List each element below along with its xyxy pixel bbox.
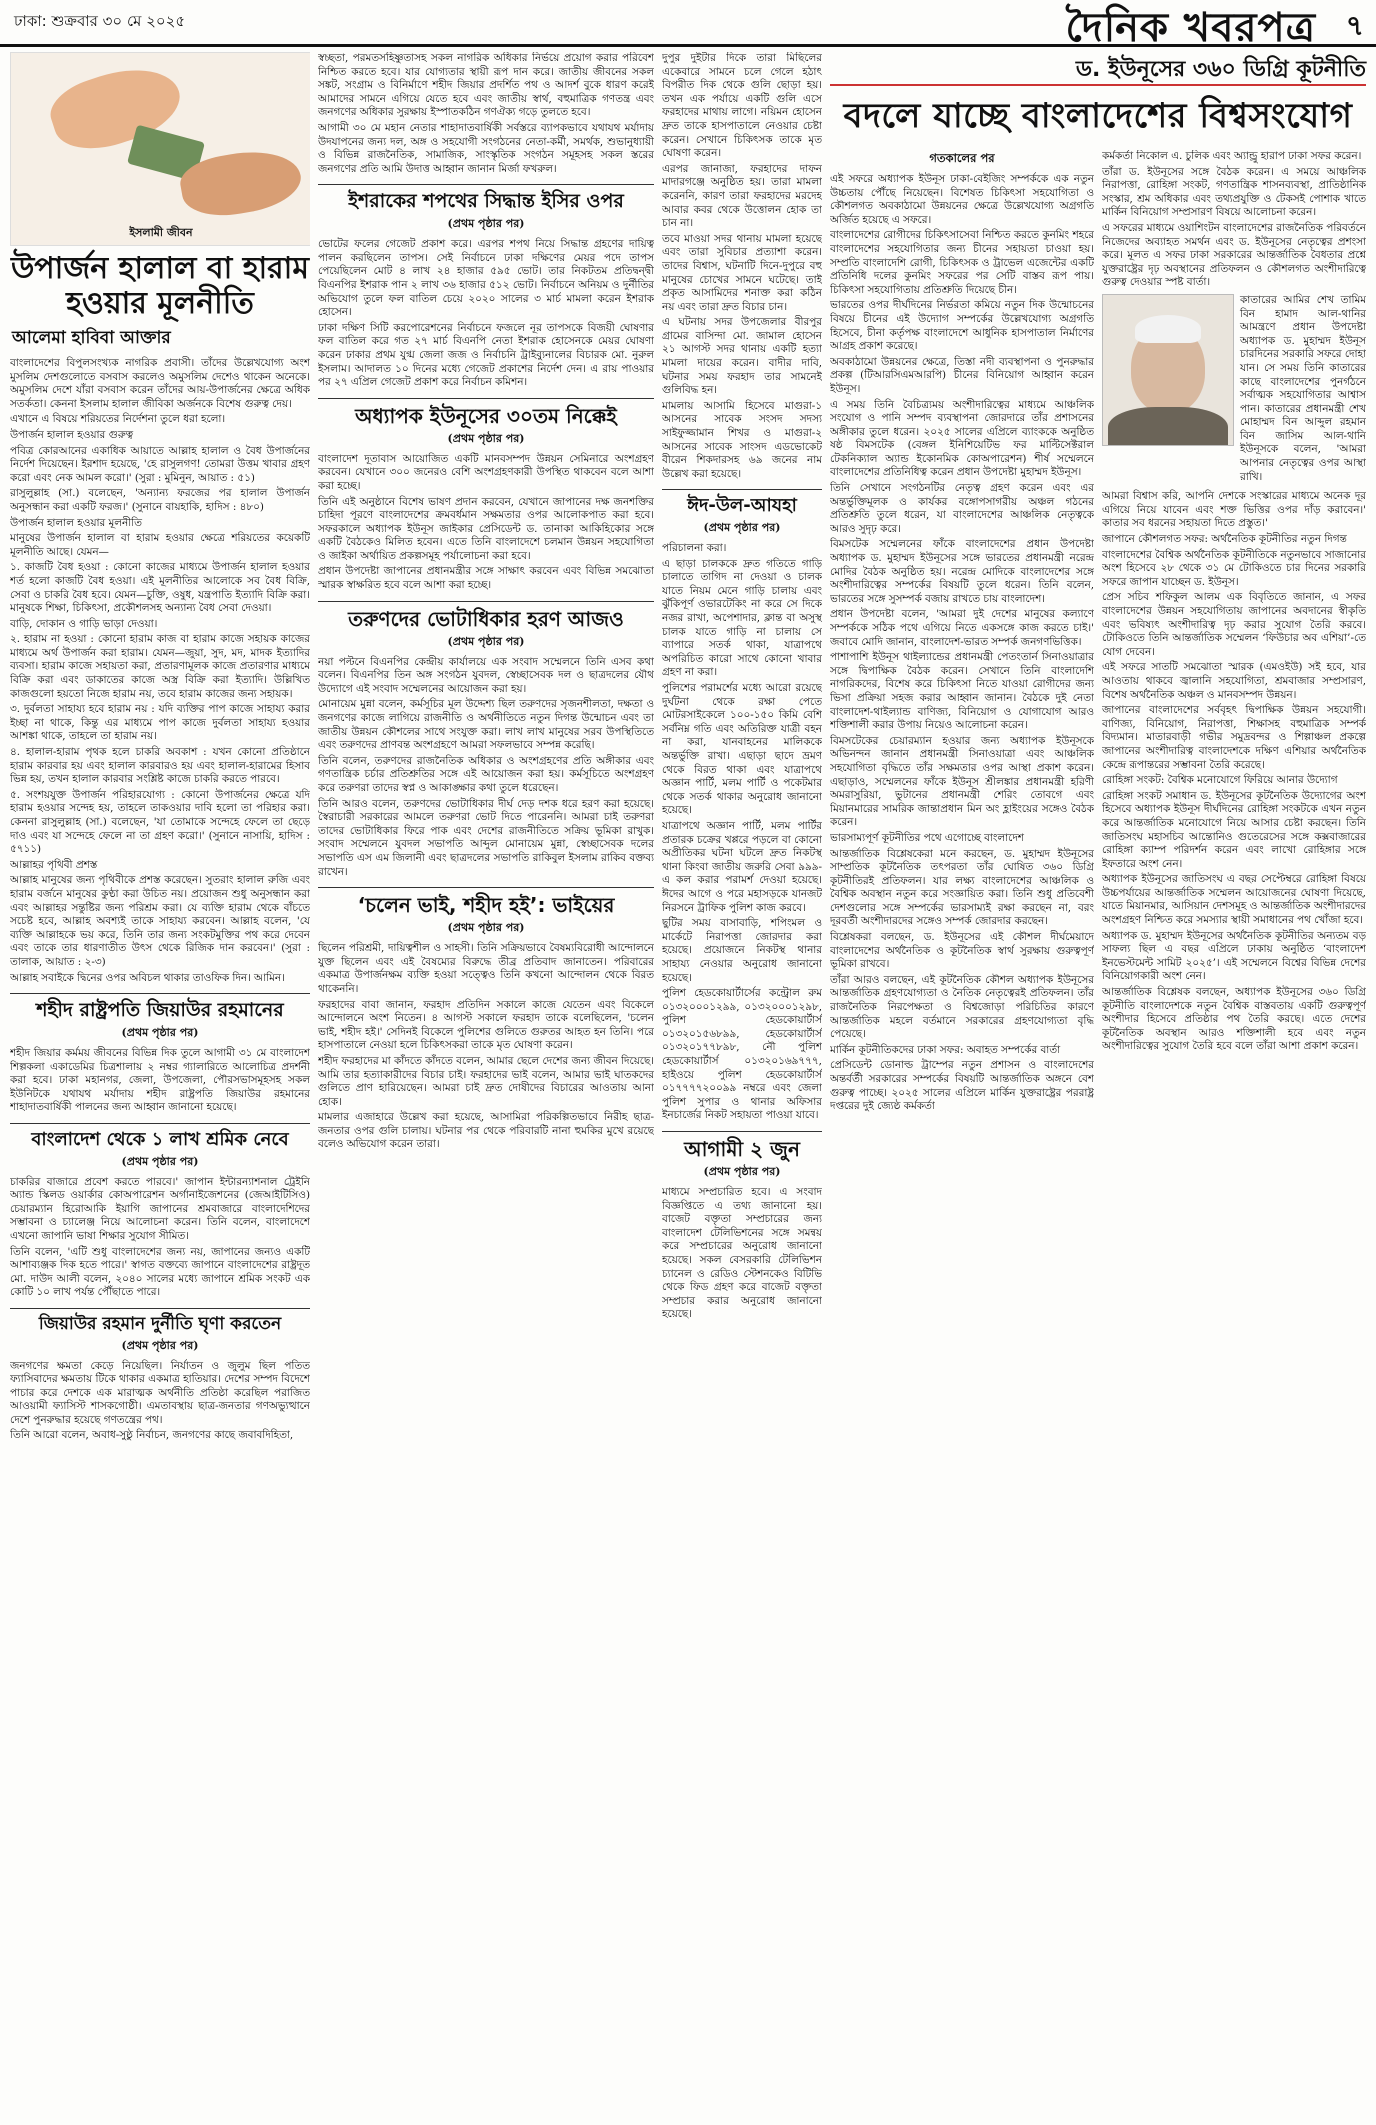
paragraph: তিনি বলেন, 'এটি শুধু বাংলাদেশের জন্য নয়, জাপানের জন্যও একটি আশাব্যঞ্জক দিক হতে পারে।' স্বাগত বক্তব্যে জাপানে বাংলাদেশের রাষ্ট্রদূত মো. দাউদ আলী বলেন, ২০৪০ সালের মধ্যে জাপানে শ্রমিক সংকট এক কোটি ১০ লাখ পর্যন্ত পৌঁছাতে পারে। <box>10 1245 310 1299</box>
story-subline: (প্রথম পৃষ্ঠার পর) <box>121 1338 199 1352</box>
paragraph: আন্তর্জাতিক বিশ্লেষকেরা মনে করছেন, ড. মুহাম্মদ ইউনূসের সাম্প্রতিক কূটনৈতিক তৎপরতা তাঁর ঘোষিত ৩৬০ ডিগ্রি কূটনীতিরই প্রতিফলন। যার লক্ষ্য বাংলাদেশের আঞ্চলিক ও বৈশ্বিক অবস্থান নতুন করে সংজ্ঞায়িত করা। তিনি শুধু প্রতিবেশী দেশগুলোর সঙ্গে সম্পর্কের ভারসাম্যই রক্ষা করছেন না, বরং দূরবর্তী অংশীদারদের সঙ্গেও সম্পর্ক জোরদার করছেন। <box>830 847 1094 928</box>
story-headline: ইশরাকের শপথের সিদ্ধান্ত ইসির ওপর <box>348 190 624 213</box>
paragraph: ৩. দুর্বলতা সাহায্য হবে হারাম নয় : যদি ব্যক্তির পাপ কাজে সাহায্য করার ইচ্ছা না থাকে, কিন্তু এর মাধ্যমে পাপ কাজে দুর্বলতা সাহায্য হওয়ার আশঙ্কা থাকে, তাহলে তা হারাম নয়। <box>10 703 310 743</box>
divider <box>318 601 654 602</box>
paragraph: অবকাঠামো উন্নয়নের ক্ষেত্রে, তিস্তা নদী ব্যবস্থাপনা ও পুনরুদ্ধার প্রকল্প (টিআরসিএমআরপি) চীনের বিনিয়োগ আহ্বান করেন ইউনূস। <box>830 355 1094 395</box>
paragraph: ঢাকা দক্ষিণ সিটি করপোরেশনের নির্বাচনে ফজলে নূর তাপসকে বিজয়ী ঘোষণার ফল বাতিল করে গত ২৭ মার্চ বিএনপি নেতা ইশরাক হোসেনকে মেয়র ঘোষণা করেন ঢাকার প্রথম যুগ্ম জেলা জজ ও নির্বাচনি ট্রাইব্যুনালের বিচারক মো. নুরুল ইসলাম। আদালত ১০ দিনের মধ্যে গেজেট প্রকাশের নির্দেশ দেন। এ রায় পাওয়ার পর ২৭ এপ্রিল গেজেট প্রকাশ করে নির্বাচন কমিশন। <box>318 321 654 389</box>
page-date: ঢাকা: শুক্রবার ৩০ মে ২০২৫ <box>14 12 186 30</box>
paragraph: মার্কিন কূটনীতিকদের ঢাকা সফর: অবাহত সম্পর্কের বার্তা <box>830 1043 1061 1056</box>
paragraph: জাপানে কৌশলগত সফর: অর্থনৈতিক কূটনীতির নতুন দিগন্ত <box>1102 533 1347 546</box>
page-number: ৭ <box>1345 9 1364 42</box>
story-subline: (প্রথম পৃষ্ঠার পর) <box>703 521 781 535</box>
paragraph: চাকরির বাজারে প্রবেশ করতে পারবে।' জাপান ইন্টারন্যাশনাল ট্রেইনি অ্যান্ড স্কিলড ওয়ার্কার কোঅপারেশন অর্গানাইজেশনের (জেআইটিসিও) চেয়ারম্যান হিরোআকি ইয়াগি জাপানের শ্রমবাজারে বাংলাদেশিদের সম্ভাবনা ও চ্যালেঞ্জ নিয়ে আলোচনা করেন। তিনি বলেন, বাংলাদেশে এখনো জাপানি ভাষা শিক্ষার সুযোগ সীমিত। <box>10 1175 310 1242</box>
story-headline: তরুণদের ভোটাধিকার হরণ আজও <box>348 606 624 631</box>
paragraph: এ সফরের মাধ্যমে ওয়াশিংটন বাংলাদেশের রাজনৈতিক পরিবর্তনে নিজেদের অব্যাহত সমর্থন এবং ড. ইউনূসের নেতৃত্বের প্রশংসা করে। মূলত এ সফর ঢাকা সরকারের আন্তর্জাতিক বৈধতার প্রশ্নে যুক্তরাষ্ট্রের দৃঢ় অবস্থানের প্রতিফলন ও কৌশলগত অংশীদারিত্বে গুরুত্ব দেওয়ার স্পষ্ট বার্তা। <box>1102 221 1366 289</box>
story-body <box>318 453 654 593</box>
newspaper-logo: দৈনিক খবরপত্র <box>1065 5 1316 51</box>
story-subline: (প্রথম পৃষ্ঠার পর) <box>447 634 525 648</box>
paragraph: প্রধান উপদেষ্টা জাপানের প্রধানমন্ত্রীর সঙ্গে সাক্ষাৎ করবেন এবং বিভিন্ন সমঝোতা স্মারক স্বাক্ষরিত হবে বলে আশা করা হচ্ছে। <box>318 565 654 592</box>
paragraph: জাপানের বাংলাদেশের সর্ববৃহৎ দ্বিপাক্ষিক উন্নয়ন সহযোগী। বাণিজ্য, বিনিয়োগ, নিরাপত্তা, শিক্ষাসহ বহুমাত্রিক সম্পর্ক বিদ্যমান। মাতারবাড়ী গভীর সমুদ্রবন্দর ও শিল্পাঞ্চল প্রকল্পে জাপানের অংশীদারিত্ব বাংলাদেশকে দক্ষিণ এশিয়ার অর্থনৈতিক কেন্দ্রে রূপান্তরের সম্ভাবনা তৈরি করেছে। <box>1102 704 1366 771</box>
paragraph: বাড়ি, দোকান ও গাড়ি ভাড়া দেওয়া। <box>10 617 158 630</box>
lead-body <box>1102 150 1366 290</box>
paragraph: মামলার এজাহারে উল্লেখ করা হয়েছে, আসামিরা পরিকল্পিতভাবে নিরীহ ছাত্র-জনতার ওপর গুলি চালায়। ঘটনার পর থেকে পরিবারটি নানা হুমকির মুখে রয়েছে বলেও অভিযোগ করেন তারা। <box>318 1111 654 1151</box>
paragraph: আন্তর্জাতিক বিশ্লেষক বলছেন, অধ্যাপক ইউনূসের ৩৬০ ডিগ্রি কূটনীতি বাংলাদেশকে নতুন বৈশ্বিক বাস্তবতায় একটি গুরুত্বপূর্ণ অংশীদার হিসেবে প্রতিষ্ঠার পথ তৈরি করছে। এতে দেশের কূটনৈতিক অবস্থান আরও শক্তিশালী হবে এবং নতুন অংশীদারিত্বের সুযোগ তৈরি হবে বলে তাঁরা আশা প্রকাশ করেন। <box>1102 986 1366 1053</box>
hair-icon <box>1135 315 1201 343</box>
lead-headline: বদলে যাচ্ছে বাংলাদেশের বিশ্বসংযোগ <box>843 96 1353 136</box>
paragraph: মোনায়েম মুন্না বলেন, কর্মসূচির মূল উদ্দেশ্য ছিল তরুণদের সৃজনশীলতা, দক্ষতা ও জনগণের কাজে লাগিয়ে রাজনীতি ও অর্থনীতিতে নতুন দিগন্ত উন্মোচন এবং তা জাতীয় উন্নয়ন কৌশলের সাথে সংযুক্ত করা। লাখ লাখ মানুষের সরব উপস্থিতিতে এবং তরুণদের প্রাণবন্ত অংশগ্রহণে আমরা সফলভাবে সম্পন্ন করেছি। <box>318 698 654 752</box>
paragraph: কর্মকর্তা নিকোল এ. চুলিক এবং অ্যান্ড্রু হারাপ ঢাকা সফর করেন। <box>1102 150 1362 162</box>
paragraph: ৫. সংশয়যুক্ত উপার্জন পরিহারযোগ্য : কোনো উপার্জনের ক্ষেত্রে যদি হারাম হওয়ার সন্দেহ হয়, তাহলে তাকওয়ার দাবি হলো তা পরিহার করা। কেননা রাসুলুল্লাহ (সা.) বলেছেন, 'যা তোমাকে সন্দেহে ফেলে তা ছেড়ে দাও এবং যা সন্দেহে ফেলে না তা গ্রহণ করো।' (সুনানে নাসায়ি, হাদিস : ৫৭১১) <box>10 788 310 856</box>
paragraph: ফরহাদের বাবা জানান, ফরহাদ প্রতিদিন সকালে কাজে যেতেন এবং বিকেলে আন্দোলনে অংশ নিতেন। ৪ আগস্ট সকালে ফরহাদ তাকে বলেছিলেন, 'চলেন ভাই, শহীদ হই।' সেদিনই বিকেলে পুলিশের গুলিতে গুরুতর আহত হন তিনি। পরে হাসপাতালে নেওয়া হলে চিকিৎসকরা তাকে মৃত ঘোষণা করেন। <box>318 998 654 1052</box>
paragraph: ২. হারাম না হওয়া : কোনো হারাম কাজ বা হারাম কাজে সহায়ক কাজের মাধ্যমে অর্থ উপার্জন করা হারাম। যেমন—জুয়া, সুদ, মদ, মাদক ইত্যাদির ব্যবসা। হারাম কাজে সহায়তা করা, প্রতারণামূলক কাজে প্রতারণার মাধ্যমে বিক্রি করা এবং ডাকাতের কাজে অস্ত্র বিক্রি করা ইত্যাদি। উল্লিখিত কাজগুলো হয়তো নিজে হারাম নয়, তবে হারাম কাজের জন্য সহায়ক। <box>10 633 310 700</box>
paragraph: যাত্রাপথে অজ্ঞান পার্টি, মলম পার্টির প্রতারক চক্রের খপ্পরে পড়লে বা কোনো অপ্রীতিকর ঘটনা ঘটলে দ্রুত নিকটস্থ থানা কিংবা জাতীয় জরুরি সেবা ৯৯৯-এ কল করার পরামর্শ দেওয়া হয়েছে। ঈদের আগে ও পরে মহাসড়কে যানজট নিরসনে ট্রাফিক পুলিশ কাজ করবে। <box>662 819 822 914</box>
story-body <box>662 542 822 1123</box>
story-subline: (প্রথম পৃষ্ঠার পর) <box>447 921 525 935</box>
paragraph: জনগণের ক্ষমতা কেড়ে নিয়েছিল। নির্যাতন ও জুলুম ছিল পতিত ফ্যাসিবাদের ক্ষমতায় টিকে থাকার একমাত্র হাতিয়ার। দেশের সম্পদ বিদেশে পাচার করে দেশকে এক মারাত্মক অর্থনীতি প্রতিষ্ঠা করেছিল পরাজিত আওয়ামী ফ্যাসিস্ট শাসকগোষ্ঠী। এমতাবস্থায় ছাত্র-জনতার গণঅভ্যুত্থানে দেশে পুনরুদ্ধার হয়েছে গণতন্ত্রের পথ। <box>10 1359 310 1426</box>
paragraph: আল্লাহ মানুষের জন্য পৃথিবীকে প্রশস্ত করেছেন। সুতরাং হালাল রুজি এবং হারাম বর্জনে মানুষের কুণ্ঠা করা উচিত নয়। প্রয়োজন শুধু অনুসন্ধান করা এবং আল্লাহর সন্তুষ্টির জন্য পরিশ্রম করা। যে ব্যক্তি হারাম থেকে বাঁচতে সচেষ্ট হবে, আল্লাহ অবশ্যই তাকে সাহায্য করবেন। আল্লাহ বলেন, 'যে ব্যক্তি আল্লাহকে ভয় করে, তিনি তার জন্য সংকটমুক্তির পথ করে দেবেন এবং তাকে তার ধারণাতীত উৎস থেকে রিজিক দান করবেন।' (সুরা : তালাক, আয়াত : ২-৩) <box>10 874 310 968</box>
story-body <box>662 1186 822 1322</box>
paragraph: পাশাপাশি ইউনূস থাইল্যান্ডের প্রধানমন্ত্রী পেতংতার্ন সিনাওয়াত্রার সঙ্গে দ্বিপাক্ষিক বৈঠক করেন। সেখানে তিনি বাংলাদেশি নাগরিকদের, বিশেষ করে চিকিৎসা নিতে যাওয়া রোগীদের জন্য ভিসা প্রক্রিয়া সহজ করার আহ্বান জানান। বৈঠকে দুই নেতা বাংলাদেশ-থাইল্যান্ড বাণিজ্য, বিনিয়োগ ও যোগাযোগ আরও শক্তিশালী করার উপায় নিয়েও আলোচনা করেন। <box>830 651 1094 732</box>
paragraph: বাংলাদেশের রোগীদের চিকিৎসাসেবা নিশ্চিত করতে কুনমিং শহরে বাংলাদেশের সহযোগিতার জন্য চীনের সহায়তা চাওয়া হয়। সম্প্রতি বাংলাদেশি রোগী, চিকিৎসক ও ট্রাভেল এজেন্টের একটি প্রতিনিধি দলের কুনমিং সফরের পর সেটি বাস্তব রূপ পায়। চিকিৎসা সহযোগিতায় প্রতিশ্রুতি দিয়েছে চীন। <box>830 229 1094 296</box>
paragraph: উপার্জন হালাল হওয়ার গুরুত্ব <box>10 428 134 441</box>
story-body <box>318 52 654 176</box>
divider <box>318 887 654 888</box>
lead-body <box>830 173 1094 1114</box>
paragraph: এখানে এ বিষয়ে শরিয়তের নির্দেশনা তুলে ধরা হলো। <box>10 413 226 426</box>
paragraph: এ ঘটনায় সদর উপজেলার বীরপুর গ্রামের বাসিন্দা মো. জামাল হোসেন ২১ আগস্ট সদর থানায় একটি হত্যা মামলা দায়ের করেন। বাদীর দাবি, ঘটনার সময় ফরহাদ তার সামনেই গুলিবিদ্ধ হন। <box>662 316 822 397</box>
paragraph: বিমসটেকের চেয়ারম্যান হওয়ার জন্য অধ্যাপক ইউনূসকে অভিনন্দন জানান প্রধানমন্ত্রী সিনাওয়াত্রা এবং আঞ্চলিক সহযোগিতা বৃদ্ধিতে তাঁর সক্ষমতার ওপর আস্থা প্রকাশ করেন। এছাড়াও, সম্মেলনের ফাঁকে ইউনূস শ্রীলঙ্কার প্রধানমন্ত্রী হরিণী অমরাসুরিয়া, ভুটানের প্রধানমন্ত্রী শেরিং তোবগে এবং মিয়ানমারের সামরিক জান্তাপ্রধান মিন অং হ্লাইংয়ের সঙ্গেও বৈঠক করেন। <box>830 734 1094 829</box>
illustration-caption: ইসলামী জীবন <box>129 226 193 239</box>
divider <box>662 1131 822 1132</box>
paragraph: ভারতের ওপর দীর্ঘদিনের নির্ভরতা কমিয়ে নতুন দিক উন্মোচনের বিষয়ে চীনের এই উদ্যোগ সম্পর্কের উল্লেখযোগ্য অগ্রগতি হিসেবে, চীনা কর্তৃপক্ষ বাংলাদেশে আধুনিক হাসপাতাল নির্মাণের আগ্রহ প্রকাশ করেছে। <box>830 299 1094 353</box>
paragraph: প্রেসিডেন্ট ডোনাল্ড ট্রাম্পের নতুন প্রশাসন ও বাংলাদেশের অন্তর্বর্তী সরকারের সম্পর্কের বিষয়টি আন্তর্জাতিক অঙ্গনে বেশ গুরুত্ব পাচ্ছে। ২০২৫ সালের এপ্রিলে মার্কিন যুক্তরাষ্ট্রের পররাষ্ট্র দপ্তরের দুই জ্যেষ্ঠ কর্মকর্তা <box>830 1059 1094 1113</box>
photo-row <box>1102 294 1366 486</box>
paragraph: তিনি আরো বলেন, অবাধ-সুষ্ঠু নির্বাচন, জনগণের কাছে জবাবদিহিতা, <box>10 1429 294 1442</box>
paragraph: মাধ্যমে সম্প্রচারিত হবে। এ সংবাদ বিজ্ঞপ্তিতে এ তথ্য জানানো হয়। বাজেট বক্তৃতা সম্প্রচারের জন্য বাংলাদেশ টেলিভিশনের সঙ্গে সমন্বয় করে সম্প্রচারের অনুরোধ জানানো হয়েছে। সকল বেসরকারি টেলিভিশন চ্যানেল ও রেডিও স্টেশনকেও বিটিভি থেকে ফিড গ্রহণ করে বাজেট বক্তৃতা সম্প্রচার করার অনুরোধ জানানো হয়েছে। <box>662 1186 822 1321</box>
paragraph: ছিলেন পরিশ্রমী, দায়িত্বশীল ও সাহসী। তিনি সক্রিয়ভাবে বৈষম্যবিরোধী আন্দোলনে যুক্ত ছিলেন এবং এই বৈষম্যের বিরুদ্ধে তীব্র প্রতিবাদ জানাতেন। পরিবারের একমাত্র উপার্জনক্ষম ব্যক্তি হওয়া সত্ত্বেও তিনি কখনো আন্দোলন থেকে বিরত থাকেননি। <box>318 942 654 995</box>
paragraph: এই সফরে সাতটি সমঝোতা স্মারক (এমওইউ) সই হবে, যার আওতায় থাকবে জ্বালানি সহযোগিতা, শ্রমবাজার সম্প্রসারণ, বিশেষ অর্থনৈতিক অঞ্চল ও মানবসম্পদ উন্নয়ন। <box>1102 661 1366 701</box>
portrait-photo <box>1102 294 1234 446</box>
paragraph: নয়া পল্টনে বিএনপির কেন্দ্রীয় কার্যালয়ে এক সংবাদ সম্মেলনে তিনি এসব কথা বলেন। বিএনপির তিন অঙ্গ সংগঠন যুবদল, স্বেচ্ছাসেবক দল ও ছাত্রদলের যৌথ উদ্যোগে এই সংবাদ সম্মেলনের আয়োজন করা হয়। <box>318 655 654 695</box>
story-subline: (প্রথম পৃষ্ঠার পর) <box>447 217 525 231</box>
story-headline: শহীদ রাষ্ট্রপতি জিয়াউর রহমানের <box>36 999 284 1022</box>
paragraph: পুলিশের পরামর্শের মধ্যে আরো রয়েছে দুর্ঘটনা থেকে রক্ষা পেতে মোটরসাইকেলে ১০০-১৫০ কিমি বেশি সর্বনিম্ন গতি এবং অতিরিক্ত যাত্রী বহন না করা, যানবাহনের মালিককে অন্তর্ভুক্তি রাখা। এছাড়া ছাদে ভ্রমণ থেকে বিরত থাকা এবং যাত্রাপথে অজ্ঞান পার্টি, মলম পার্টি ও পকেটমার থেকে সতর্ক থাকার অনুরোধ জানানো হয়েছে। <box>662 682 822 817</box>
paragraph: পরিচালনা করা। <box>662 542 727 555</box>
divider <box>662 489 822 490</box>
article-headline: উপার্জন হালাল বা হারাম হওয়ার মূলনীতি <box>10 251 310 321</box>
story-headline: জিয়াউর রহমান দুর্নীতি ঘৃণা করতেন <box>38 1313 282 1334</box>
story-body <box>10 1047 310 1115</box>
paragraph: স্বচ্ছতা, পরমতসহিষ্ণুতাসহ সকল নাগরিক অধিকার নির্ভয়ে প্রয়োগ করার পরিবেশ নিশ্চিত করতে হবে। যার যোগ্যতার স্থায়ী রূপ দান করে। জাতীয় জীবনের সকল সঙ্কট, সংগ্রাম ও বিনির্মাণে শহীদ জিয়ার প্রদর্শিত পথ ও আদর্শ বুকে ধারণ করেই আমাদের সামনে এগিয়ে যেতে হবে এবং জাতীয় স্বার্থ, বহুমাত্রিক গণতন্ত্র এবং জনগণের অধিকার সুরক্ষায় ইস্পাতকঠিন গণঐক্য গড়ে তুলতে হবে। <box>318 52 654 119</box>
story-body <box>318 942 654 1152</box>
column-1 <box>10 52 310 2117</box>
story-subline: (প্রথম পৃষ্ঠার পর) <box>703 1165 781 1179</box>
story-subline: (প্রথম পৃষ্ঠার পর) <box>447 431 525 445</box>
story-headline: ঈদ-উল-আযহা <box>687 495 797 517</box>
page-header <box>0 0 1376 51</box>
paragraph: রোহিঙ্গা সংকট সমাধান ড. ইউনূসের কূটনৈতিক উদ্যোগের অংশ হিসেবে অধ্যাপক ইউনূস দীর্ঘদিনের রোহিঙ্গা সংকটকে এখন নতুন করে আন্তর্জাতিক মনোযোগে নিয়ে আসার চেষ্টা করছেন। তিনি জাতিসংঘ মহাসচিব আন্তোনিও গুতেরেসের সঙ্গে কক্সবাজারের রোহিঙ্গা ক্যাম্প পরিদর্শন করেন এবং লাখো রোহিঙ্গার সঙ্গে ইফতারে অংশ নেন। <box>1102 789 1366 870</box>
paragraph: অধ্যাপক ড. মুহাম্মদ ইউনূসের অর্থনৈতিক কূটনীতির অন্যতম বড় সাফল্য ছিল এ বছর এপ্রিলে ঢাকায় অনুষ্ঠিত ‘বাংলাদেশ ইনভেস্টমেন্ট সামিট ২০২৫’। এই সম্মেলনে বিশ্বের বিভিন্ন দেশের বিনিয়োগকারী অংশ নেন। <box>1102 929 1366 983</box>
divider <box>318 398 654 399</box>
paragraph: ভোটের ফলের গেজেট প্রকাশ করে। এরপর শপথ নিয়ে সিদ্ধান্ত গ্রহণের দায়িত্ব পালন করছিলেন তাপস। সেই নির্বাচনে ঢাকা দক্ষিণের মেয়র পদে তাপস পেয়েছিলেন মোট ৪ লাখ ২৪ হাজার ৫৯৫ ভোট। তার নিকটতম প্রতিদ্বন্দ্বী বিএনপির ইশরাক পান ২ লাখ ৩৬ হাজার ৫১২ ভোট। নির্বাচনে অনিয়ম ও দুর্নীতির অভিযোগ তুলে ফল বাতিল চেয়ে ২০২০ সালের ৩ মার্চ মামলা করেন ইশরাক হোসেন। <box>318 238 654 319</box>
story-headline: আগামী ২ জুন <box>684 1137 800 1162</box>
lead-subline: গতকালের পর <box>929 151 995 165</box>
paragraph: ভারসাম্যপূর্ণ কূটনীতির পথে এগোচ্ছে বাংলাদেশ <box>830 831 1024 844</box>
paragraph: তিনি আরও বলেন, তরুণদের ভোটাধিকার দীর্ঘ দেড় দশক ধরে হরণ করা হয়েছে। স্বৈরাচারী সরকারের আমলে তরুণরা ভোট দিতে পারেননি। আমরা চাই তরুণরা তাদের ভোটাধিকার ফিরে পাক এবং দেশের রাজনীতিতে সক্রিয় ভূমিকা রাখুক। সংবাদ সম্মেলনে যুবদল সভাপতি আব্দুল মোনায়েম মুন্না, স্বেচ্ছাসেবক দলের সভাপতি এস এম জিলানী এবং ছাত্রদলের সভাপতি রাকিবুল ইসলাম রাকিব বক্তব্য রাখেন। <box>318 797 654 878</box>
story-subline: (প্রথম পৃষ্ঠার পর) <box>121 1025 199 1039</box>
lead-body <box>1102 490 1366 1054</box>
paragraph: শহীদ ফরহাদের মা কাঁদতে কাঁদতে বলেন, আমার ছেলে দেশের জন্য জীবন দিয়েছে। আমি তার হত্যাকারীদের বিচার চাই। ফরহাদের ভাই বলেন, আমার ভাই ঘাতকদের গুলিতে প্রাণ হারিয়েছেন। আমরা চাই দ্রুত দোষীদের বিচারের আওতায় আনা হোক। <box>318 1054 654 1108</box>
paragraph: রাসুলুল্লাহ (সা.) বলেছেন, 'অন্যান্য ফরজের পর হালাল উপার্জন অনুসন্ধান করা একটি ফরজ।' (সুনানে বায়হাকি, হাদিস : ৪৮০) <box>10 487 310 513</box>
lead-kicker: ড. ইউনূসের ৩৬০ ডিগ্রি কূটনীতি <box>1075 57 1366 82</box>
story-body <box>10 1176 310 1300</box>
shirt-icon <box>1108 407 1228 446</box>
paragraph: উপার্জন হালাল হওয়ার মূলনীতি <box>10 516 142 529</box>
paragraph: পুলিশ হেডকোয়ার্টার্সের কন্ট্রোল রুম ০১৩২০০০১২৯৯, ০১৩২০০০১২৯৮, পুলিশ হেডকোয়ার্টার্স ০১৩২০১৫৬৮৯৯, হেডকোয়ার্টার্স ০১৩২০১৭৭৮৯৮, নৌ পুলিশ হেডকোয়ার্টার্স ০১৩২০১৬৯৭৭৭, হাইওয়ে পুলিশ হেডকোয়ার্টার্স ০১৭৭৭৭২০০৯৯ নম্বরে এবং জেলা পুলিশ সুপার ও থানার অফিসার ইনচার্জের নিকট সহায়তা পাওয়া যাবে। <box>662 987 822 1122</box>
paragraph: পবিত্র কোরআনের একাধিক আয়াতে আল্লাহ হালাল ও বৈধ উপার্জনের নির্দেশ দিয়েছেন। ইরশাদ হয়েছে, 'হে রাসুলগণ! তোমরা উত্তম খাবার গ্রহণ করো এবং নেক আমল করো।' (সুরা : মুমিনুন, আয়াত : ৫১) <box>10 444 310 484</box>
lead-column-left <box>830 150 1094 2115</box>
paragraph: তিনি বলেন, তরুণদের রাজনৈতিক অধিকার ও অংশগ্রহণের প্রতি অঙ্গীকার এবং গণতান্ত্রিক চর্চার প্রতিশ্রুতির সঙ্গে এই আয়োজন করা হয়। কর্মসূচিতে অংশগ্রহণ করে তরুণরা তাদের স্বপ্ন ও আকাঙ্ক্ষার কথা তুলে ধরেছেন। <box>318 754 654 794</box>
paragraph: শহীদ জিয়ার কর্মময় জীবনের বিভিন্ন দিক তুলে আগামী ৩১ মে বাংলাদেশ শিল্পকলা একাডেমির চিত্রশালায় ২ নম্বর গ্যালারিতে আলোচিত্র প্রদর্শনী করা হবে। ঢাকা মহানগর, জেলা, উপজেলা, পৌরসভাসমূহসহ সকল ইউনিটকে যথাযথ মর্যাদায় শহীদ রাষ্ট্রপতি জিয়াউর রহমানের শাহাদাতবার্ষিকী পালনের জন্য আহ্বান জানানো হয়েছে। <box>10 1046 310 1114</box>
paragraph: রোহিঙ্গা সংকট: বৈশ্বিক মনোযোগে ফিরিয়ে আনার উদ্যোগ <box>1102 774 1338 787</box>
paragraph: এ সময় তিনি বৈচিত্র্যময় অংশীদারিত্বের মাধ্যমে আঞ্চলিক সংযোগ ও পানি সম্পদ ব্যবস্থাপনা জোরদারে তাঁর প্রশাসনের অঙ্গীকার তুলে ধরেন। ২০২৫ সালের এপ্রিলে ব্যাংককে অনুষ্ঠিত ষষ্ঠ বিমসটেক (বেঙ্গল ইনিশিয়েটিভ ফর মাল্টিসেক্টরাল টেকনিক্যাল অ্যান্ড ইকোনমিক কোঅপারেশন) শীর্ষ সম্মেলনে বাংলাদেশের প্রতিনিধিত্ব করেন প্রধান উপদেষ্টা মুহাম্মদ ইউনূস। <box>830 398 1094 479</box>
paragraph: তিনি সেখানে সংগঠনটির নেতৃত্ব গ্রহণ করেন এবং এর অন্তর্ভুক্তিমূলক ও কার্যকর বঙ্গোপসাগরীয় অঞ্চল গঠনের প্রতিশ্রুতি তুলে ধরেন, যা বাংলাদেশের আঞ্চলিক নেতৃত্বকে আরও সুদৃঢ় করে। <box>830 482 1094 535</box>
illustration <box>10 52 310 246</box>
paragraph: এ ছাড়া চালককে দ্রুত গতিতে গাড়ি চালাতে তাগিদ না দেওয়া ও চালক যাতে নিয়ম মেনে গাড়ি চালায় এবং ঝুঁকিপূর্ণ ওভারটেকিং না করে সে দিকে নজর রাখা, অপেশাদার, ক্লান্ত বা অসুস্থ চালক যাতে গাড়ি না চালায় সে ব্যাপারে সতর্ক থাকা, যাত্রাপথে অপরিচিত কারো সাথে কোনো খাবার গ্রহণ না করা। <box>662 557 822 679</box>
paragraph: আমরা বিশ্বাস করি, আপনি দেশকে সংস্কারের মাধ্যমে অনেক দূর এগিয়ে নিয়ে যাবেন এবং শক্ত ভিত্তির ওপর দাঁড় করাবেন।' কাতার সব ধরনের সহায়তা দিতে প্রস্তুত।' <box>1102 490 1366 530</box>
paragraph: বিমসটেক সম্মেলনের ফাঁকে বাংলাদেশের প্রধান উপদেষ্টা অধ্যাপক ড. মুহাম্মদ ইউনূসের সঙ্গে ভারতের প্রধানমন্ত্রী নরেন্দ্র মোদির বৈঠক অনুষ্ঠিত হয়। নরেন্দ্র মোদিকে বাংলাদেশের সঙ্গে অংশীদারিত্বের সম্পর্কের বিষয়টি তুলে ধরেন। তিনি বলেন, ভারতের সঙ্গে সুসম্পর্ক বজায় রাখতে চায় বাংলাদেশ। <box>830 538 1094 605</box>
divider <box>830 84 1366 86</box>
story-body <box>318 656 654 880</box>
paragraph: প্রধান উপদেষ্টা বলেন, 'আমরা দুই দেশের মানুষের কল্যাণে সম্পর্ককে সঠিক পথে এগিয়ে নিতে একসঙ্গে কাজ করতে চাই।' জবাবে মোদি জানান, বাংলাদেশ-ভারত সম্পর্ক জনগণভিত্তিক। <box>830 608 1094 648</box>
story-headline: ‘চলেন ভাই, শহীদ হই’: ভাইয়ের <box>357 893 615 918</box>
paragraph: বিশ্লেষকরা বলছেন, ড. ইউনূসের এই কৌশল দীর্ঘমেয়াদে বাংলাদেশের অর্থনৈতিক ও কূটনৈতিক স্বার্থ সুরক্ষায় গুরুত্বপূর্ণ ভূমিকা রাখবে। <box>830 931 1094 971</box>
paragraph: আল্লাহ সবাইকে দ্বিনের ওপর অবিচল থাকার তাওফিক দিন। আমিন। <box>10 971 285 984</box>
paragraph: বাংলাদেশ দূতাবাস আয়োজিত একটি মানবসম্পদ উন্নয়ন সেমিনারে অংশগ্রহণ করবেন। যেখানে ৩০০ জনেরও বেশি অংশগ্রহণকারী উপস্থিত থাকবেন বলে আশা করা হচ্ছে। <box>318 452 654 492</box>
story-headline: বাংলাদেশ থেকে ১ লাখ শ্রমিক নেবে <box>31 1128 289 1150</box>
paragraph: প্রেস সচিব শফিকুল আলম এক বিবৃতিতে জানান, এ সফর বাংলাদেশের উন্নয়ন সহযোগিতায় জাপানের অবদানের স্বীকৃতি এবং ভবিষ্যৎ অংশীদারিত্ব দৃঢ় করার সুযোগ তৈরি করবে। টোকিওতে তিনি আন্তর্জাতিক সম্মেলন ‘ফিউচার অব এশিয়া’-তে যোগ দেবেন। <box>1102 591 1366 658</box>
paragraph: বাংলাদেশের বিপুলসংখ্যক নাগরিক প্রবাসী। তাঁদের উল্লেখযোগ্য অংশ মুসলিম দেশগুলোতে বসবাস করলেও অমুসলিম দেশেও থাকেন অনেকে। অমুসলিম দেশে যাঁরা বসবাস করেন তাঁদের আয়-উপার্জনের ক্ষেত্রে অধিক সতর্কতা। কেননা ইসলাম হালাল জীবিকা অর্জনকে বিশেষ গুরুত্ব দেয়। <box>10 357 310 410</box>
article-body <box>10 357 310 985</box>
paragraph: ৪. হালাল-হারাম পৃথক হলে চাকরি অবকাশ : যখন কোনো প্রতিষ্ঠানে হারাম কারবার হয় এবং হালাল কারবারও হয় এবং হালাল-হারামের হিসাব ভিন্ন হয়, তখন হালাল কারবার সংশ্লিষ্ট কাজে চাকরি করতে পারবে। <box>10 746 310 786</box>
paragraph: তাঁরা ড. ইউনূসের সঙ্গে বৈঠক করেন। এ সময়ে আঞ্চলিক নিরাপত্তা, রোহিঙ্গা সংকট, গণতান্ত্রিক শাসনব্যবস্থা, প্রাতিষ্ঠানিক সংস্কার, শ্রম অধিকার এবং তথ্যপ্রযুক্তি ও টেকসই পোশাক খাতে মার্কিন বিনিয়োগ সম্প্রসারণ বিষয়ে আলোচনা করেন। <box>1102 165 1366 219</box>
divider <box>10 993 310 994</box>
paragraph: আল্লাহর পৃথিবী প্রশস্ত <box>10 858 98 871</box>
paragraph: ছুটির সময় বাসাবাড়ি, শপিংমল ও মার্কেটে নিরাপত্তা জোরদার করা হয়েছে। প্রয়োজনে নিকটস্থ থানার সাহায্য নেওয়ার অনুরোধ জানানো হয়েছে। <box>662 917 822 984</box>
story-body <box>10 1360 310 1444</box>
paragraph: তবে মাওয়া সদর থানায় মামলা হয়েছে এবং তারা সুবিচার প্রত্যাশা করেন। তাদের বিশ্বাস, ঘটনাটি দিনে-দুপুরে বহু মানুষের চোখের সামনে ঘটেছে। তাই প্রকৃত আসামিদের শনাক্ত করা কঠিন নয় এবং তারা দ্রুত বিচার চান। <box>662 232 822 313</box>
paragraph: ১. কাজটি বৈধ হওয়া : কোনো কাজের মাধ্যমে উপার্জন হালাল হওয়ার শর্ত হলো কাজটি বৈধ হওয়া। এই মূলনীতির আলোকে সব বৈধ বিক্রি, সেবা ও চাকরি বৈধ হবে। যেমন—চুক্তি, ওষুধ, যন্ত্রপাতি ইত্যাদি বিক্রি করা। মানুষকে শিক্ষা, চিকিৎসা, প্রকৌশলসহ অন্যান্য বৈধ সেবা দেওয়া। <box>10 561 310 615</box>
divider <box>10 1123 310 1124</box>
paragraph: তাঁরা আরও বলছেন, এই কূটনৈতিক কৌশল অধ্যাপক ইউনূসের আন্তর্জাতিক গ্রহণযোগ্যতা ও নৈতিক নেতৃত্বেরই প্রতিফলন। তাঁর রাজনৈতিক নিরপেক্ষতা ও বিশ্বজোড়া পরিচিতির কারণে আন্তর্জাতিক মহলে বর্তমানে সরকারের গ্রহণযোগ্যতা বৃদ্ধি পেয়েছে। <box>830 973 1094 1041</box>
paragraph: এরপর জানাজা, ফরহাদের দাফন মাদারগঞ্জে অনুষ্ঠিত হয়। তারা মামলা করেননি, কারণ তারা ফরহাদের মরদেহ আবার কবর থেকে উত্তোলন হোক তা চান না। <box>662 162 822 230</box>
column-2 <box>318 52 654 2117</box>
beside-photo-text: কাতারের আমির শেখ তামিম বিন হামাদ আল-থানির আমন্ত্রণে প্রধান উপদেষ্টা অধ্যাপক ড. মুহাম্মদ ইউনূস চারদিনের সরকারি সফরে দোহা যান। সে সময় তিনি কাতারের কাছে বাংলাদেশের পুনর্গঠনে সর্বাত্মক সহযোগিতার আশ্বাস পান। কাতারের প্রধানমন্ত্রী শেখ মোহাম্মদ বিন আব্দুল রহমান বিন জাসিম আল-থানি ইউনূসকে বলেন, 'আমরা আপনার নেতৃত্বের ওপর আস্থা রাখি। <box>1240 293 1366 483</box>
paragraph: মামলায় আসামি হিসেবে মাগুরা-১ আসনের সাবেক সংসদ সদস্য সাইফুজ্জামান শিখর ও মাগুরা-২ আসনের সাবেক সাংসদ এডভোকেট বীরেন শিকদারসহ ৬৯ জনের নাম উল্লেখ করা হয়েছে। <box>662 399 822 480</box>
column-3 <box>662 52 822 2117</box>
paragraph: দুপুর দুইটার দিকে তারা মিছিলের একেবারে সামনে চলে গেলে হঠাৎ বিপরীত দিক থেকে গুলি ছোড়া হয়। তখন এক পর্যায়ে একটি গুলি এসে ফরহাদের মাথায় লাগে। নয়িমন হোসেন দ্রুত তাকে হাসপাতালে নেওয়ার চেষ্টা করেন। সেখানে চিকিৎসক তাকে মৃত ঘোষণা করেন। <box>662 52 822 160</box>
divider <box>318 184 654 185</box>
paragraph: তিনি এই অনুষ্ঠানে বিশেষ ভাষণ প্রদান করবেন, যেখানে জাপানের দক্ষ জনশক্তির চাহিদা পূরণে বাংলাদেশের ক্রমবর্ধমান সক্ষমতার ওপর আলোকপাত করা হবে। সফরকালে অধ্যাপক ইউনূস জাইকার প্রেসিডেন্ট ড. তানাকা আকিহিকোর সঙ্গে একটি বৈঠকেও মিলিত হবেন। এতে তিনি বাংলাদেশে চলমান উন্নয়ন সহযোগিতা ও জাইকা অর্থায়িত প্রকল্পসমূহ পর্যালোচনা করা হবে। <box>318 495 654 562</box>
lead-column-right <box>1102 150 1366 2115</box>
paragraph: আগামী ৩০ মে মহান নেতার শাহাদাতবার্ষিকী সর্বস্তরে ব্যাপকভাবে যথাযথ মর্যাদায় উদযাপনের জন্য দল, অঙ্গ ও সহযোগী সংগঠনের নেতা-কর্মী, সমর্থক, শুভানুধ্যায়ী ও বিভিন্ন রাজনৈতিক, সামাজিক, সাংস্কৃতিক সংগঠন সমূহসহ সকল স্তরের জনগণের প্রতি আমি উদাত্ত আহ্বান জানান মির্জা ফখরুল। <box>318 121 654 175</box>
article-author: আলেমা হাবিবা আক্তার <box>12 328 171 348</box>
paragraph: মানুষের উপার্জন হালাল বা হারাম হওয়ার ক্ষেত্রে শরিয়তের কয়েকটি মূলনীতি আছে। যেমন— <box>10 532 310 558</box>
paragraph: বাংলাদেশের বৈশ্বিক অর্থনৈতিক কূটনীতিকে নতুনভাবে সাজানোর অংশ হিসেবে ২৮ থেকে ৩১ মে টোকিওতে চার দিনের সরকারি সফরে জাপান যাচ্ছেন ড. ইউনূস। <box>1102 548 1366 588</box>
paragraph: এই সফরে অধ্যাপক ইউনূস ঢাকা-বেইজিং সম্পর্ককে এক নতুন উচ্চতায় পৌঁছে নিয়েছেন। বিশেষত চিকিৎসা সহযোগিতা ও কৌশলগত অবকাঠামো উন্নয়নের ক্ষেত্রে উল্লেখযোগ্য অগ্রগতি অর্জিত হয়েছে এ সফরে। <box>830 173 1094 226</box>
story-body <box>662 52 822 481</box>
divider <box>10 1308 310 1309</box>
story-headline: অধ্যাপক ইউনূসের ৩০তম নিক্কেই <box>355 403 617 428</box>
paragraph: অধ্যাপক ইউনূসের জাতিসংঘ এ বছর সেপ্টেম্বরে রোহিঙ্গা বিষয়ে উচ্চপর্যায়ের আন্তর্জাতিক সম্মেলন আয়োজনের ঘোষণা দিয়েছে, যাতে মিয়ানমার, আসিয়ান দেশসমূহ ও আন্তর্জাতিক অংশীদারদের অংশগ্রহণ নিশ্চিত করে সমস্যার স্থায়ী সমাধানের পথ খোঁজা হবে। <box>1102 873 1366 927</box>
story-subline: (প্রথম পৃষ্ঠার পর) <box>121 1154 199 1168</box>
story-body <box>318 238 654 390</box>
